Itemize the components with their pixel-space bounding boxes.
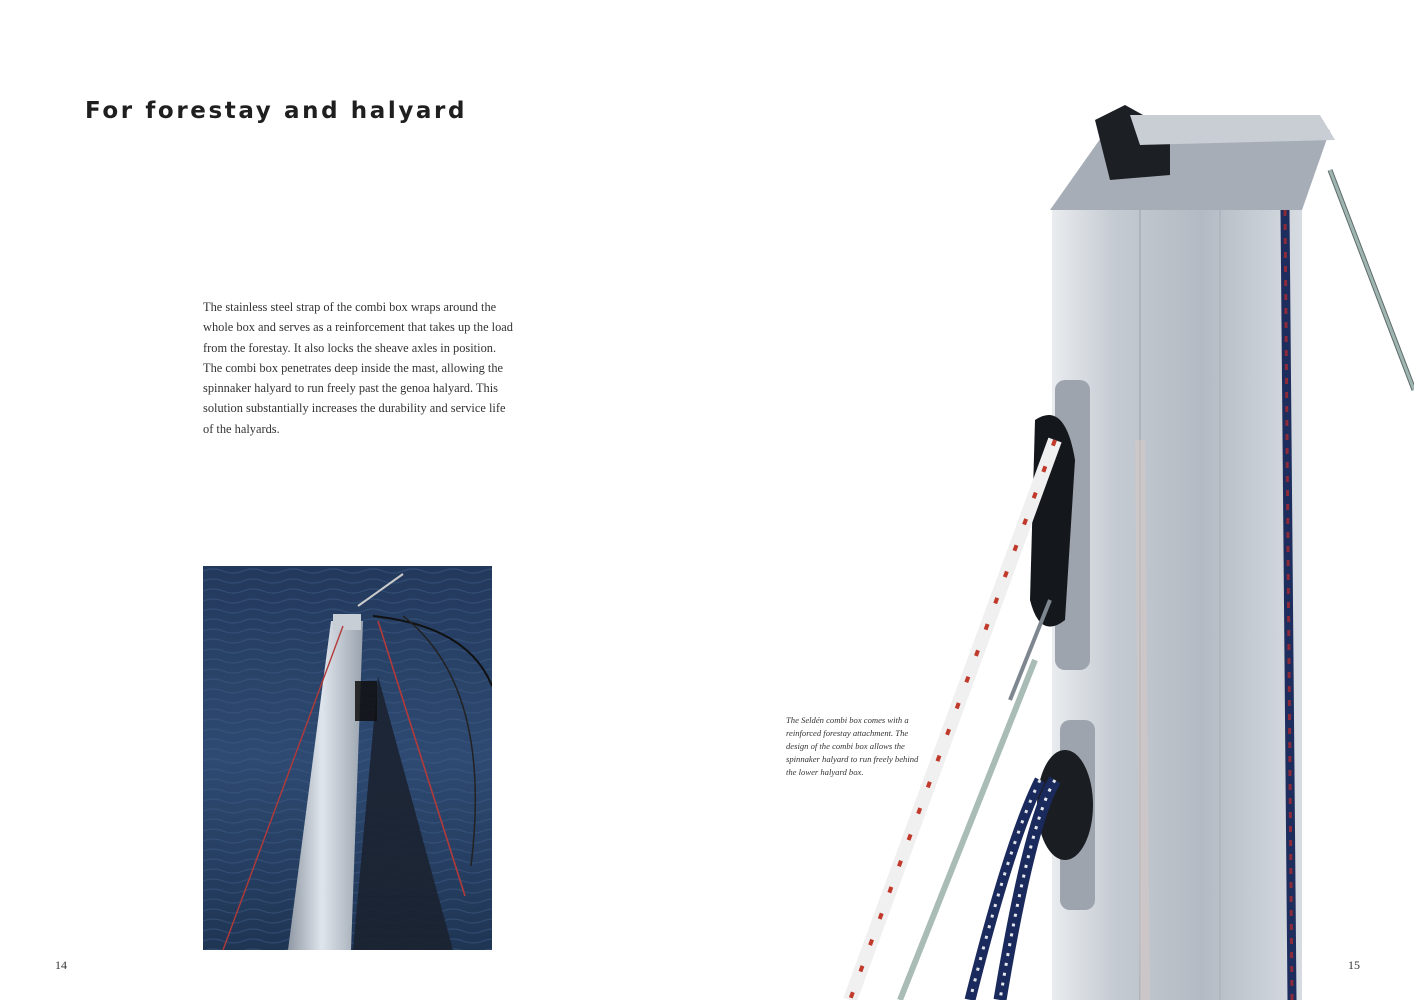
- mast-top-photo: [203, 566, 492, 950]
- body-paragraph: [203, 297, 513, 439]
- photo-caption: [786, 714, 926, 779]
- body-text: The stainless steel strap of the combi box wraps around the whole box and serves as a reinforcement that takes up the load from the forestay. It also locks the sheave axles in position. The combi box penetrates deep inside the mast, allowing the spinnaker halyard to run freely past the genoa halyard. This solution substantially increases the durability and service life of the halyards.: [203, 300, 514, 436]
- page-title: For forestay and halyard: [85, 98, 468, 124]
- page-number-right: 15: [1348, 958, 1360, 972]
- mast-photo-illustration: [203, 566, 492, 950]
- caption-text: The Seldén combi box comes with a reinforced forestay attachment. The design of the combi box allows the spinnaker halyard to run freely behind the lower halyard box.: [786, 715, 919, 777]
- combi-box-illustration: [840, 60, 1414, 1000]
- combi-box-photo: [840, 60, 1414, 1000]
- page-number-left: 14: [55, 958, 67, 972]
